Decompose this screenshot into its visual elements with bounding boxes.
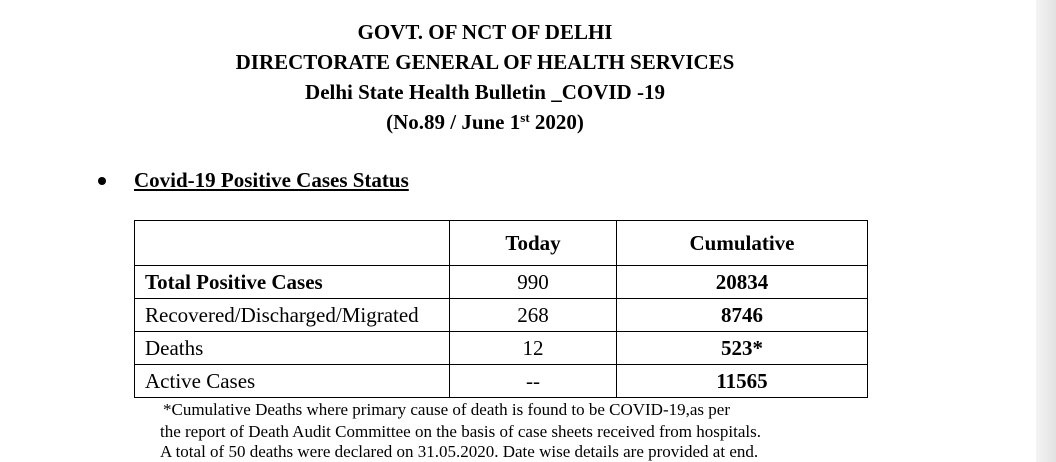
cases-status-table — [134, 220, 868, 398]
directorate-heading: DIRECTORATE GENERAL OF HEALTH SERVICES — [235, 50, 735, 74]
table-row — [135, 332, 868, 365]
bulletin-title: Delhi State Health Bulletin _COVID -19 — [305, 80, 665, 104]
row-label: Recovered/Discharged/Migrated — [135, 299, 450, 332]
govt-heading: GOVT. OF NCT OF DELHI — [357, 20, 613, 44]
row-label: Deaths — [135, 332, 450, 365]
bullet-icon — [98, 177, 106, 185]
row-cumulative: 8746 — [617, 299, 868, 332]
table-row — [135, 365, 868, 398]
table-header-today: Today — [450, 221, 617, 266]
row-today: 12 — [450, 332, 617, 365]
footnote-line-1: *Cumulative Deaths where primary cause of death is found to be COVID-19,as per — [163, 400, 730, 419]
row-label: Total Positive Cases — [135, 266, 450, 299]
table-header-cumulative: Cumulative — [617, 221, 868, 266]
row-cumulative: 523* — [617, 332, 868, 365]
row-today: 990 — [450, 266, 617, 299]
page-edge — [1036, 0, 1056, 462]
table-header-blank — [135, 221, 450, 266]
footnote-line-3: A total of 50 deaths were declared on 31.05.2020. Date wise details are provided at end. — [160, 442, 759, 461]
table-row — [135, 266, 868, 299]
row-cumulative: 20834 — [617, 266, 868, 299]
row-today: -- — [450, 365, 617, 398]
table-row — [135, 299, 868, 332]
bulletin-number — [0, 110, 970, 135]
bulletin-number-sup: st — [520, 110, 530, 125]
row-cumulative: 11565 — [617, 365, 868, 398]
bulletin-number-suffix: 2020) — [529, 110, 584, 134]
row-today: 268 — [450, 299, 617, 332]
table-header-row — [135, 221, 868, 266]
section-title: Covid-19 Positive Cases Status — [134, 168, 409, 192]
footnote-line-2: the report of Death Audit Committee on the basis of case sheets received from hospitals. — [160, 422, 761, 441]
bulletin-number-prefix: (No.89 / June 1 — [386, 110, 521, 134]
row-label: Active Cases — [135, 365, 450, 398]
